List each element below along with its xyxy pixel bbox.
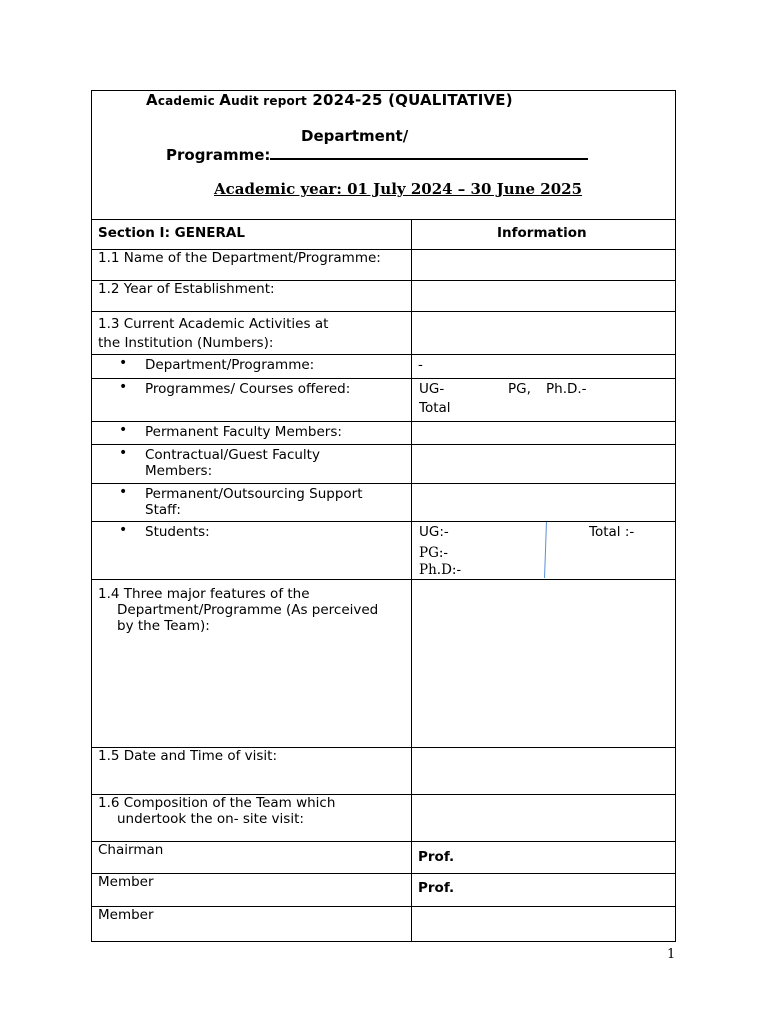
table-row-features [92, 580, 675, 748]
row-label: 1.5 Date and Time of visit: [98, 748, 278, 764]
phd-label: Ph.D.- [546, 381, 587, 397]
row-label: 1.3 Current Academic Activities at the Institution (Numbers): [98, 316, 329, 351]
row-label: 1.4 Three major features of the Department/Programme (As perceived by the Team): [98, 586, 379, 634]
table-row-member-2 [92, 907, 675, 941]
students-ug: UG:- [419, 524, 449, 540]
table-row-support-staff [92, 484, 675, 522]
bullet: • [119, 379, 128, 395]
table-row-chairman [92, 842, 675, 874]
row-label: Programmes/ Courses offered: [145, 381, 351, 397]
total-label: Total [419, 400, 451, 416]
table-row-team [92, 795, 675, 842]
table-row-visit-date [92, 748, 675, 795]
form-header [92, 91, 675, 220]
row-label: Member [98, 874, 154, 890]
programme-blank-line [270, 146, 588, 160]
bullet: • [119, 422, 128, 438]
students-phd: Ph.D:- [419, 562, 462, 578]
row-label: Contractual/Guest Faculty Members: [145, 447, 320, 479]
row-label: Member [98, 907, 154, 923]
ug-label: UG- [419, 381, 445, 397]
row-value: Prof. [418, 880, 455, 896]
row-label: Students: [145, 524, 210, 540]
programme-field: Programme: [166, 146, 588, 164]
students-pg: PG:- [419, 545, 448, 561]
table-header-row [92, 219, 675, 250]
table-row-member-1 [92, 874, 675, 907]
row-value: Prof. [418, 849, 455, 865]
row-label: Department/Programme: [145, 357, 315, 373]
row-value: - [418, 357, 423, 373]
table-row-students [92, 522, 675, 580]
table-row-activities [92, 312, 675, 355]
report-title: Academic Audit report 2024-25 (QUALITATIVE) [146, 91, 513, 109]
table-row-establishment [92, 281, 675, 312]
audit-form [91, 90, 676, 942]
table-row-programmes [92, 379, 675, 422]
table-row-department [92, 355, 675, 379]
row-label: Permanent Faculty Members: [145, 424, 342, 440]
academic-year: Academic year: 01 July 2024 – 30 June 2025 [214, 180, 583, 198]
pg-label: PG, [508, 381, 531, 397]
table-row-faculty [92, 422, 675, 445]
bullet: • [119, 355, 128, 371]
bullet: • [119, 522, 128, 538]
row-label: Chairman [98, 842, 164, 858]
row-label: Permanent/Outsourcing Support Staff: [145, 486, 363, 518]
section-heading: Section I: GENERAL [98, 225, 245, 241]
bullet: • [119, 445, 128, 461]
row-label: 1.6 Composition of the Team which undertook the on- site visit: [98, 795, 336, 827]
information-heading: Information [497, 225, 587, 241]
row-label: 1.2 Year of Establishment: [98, 281, 275, 297]
table-row-guest-faculty [92, 445, 675, 484]
page-number: 1 [667, 947, 676, 962]
students-total: Total :- [589, 524, 635, 540]
department-label: Department/ [301, 127, 409, 145]
row-label: 1.1 Name of the Department/Programme: [98, 250, 381, 266]
bullet: • [119, 484, 128, 500]
table-row-name [92, 250, 675, 281]
